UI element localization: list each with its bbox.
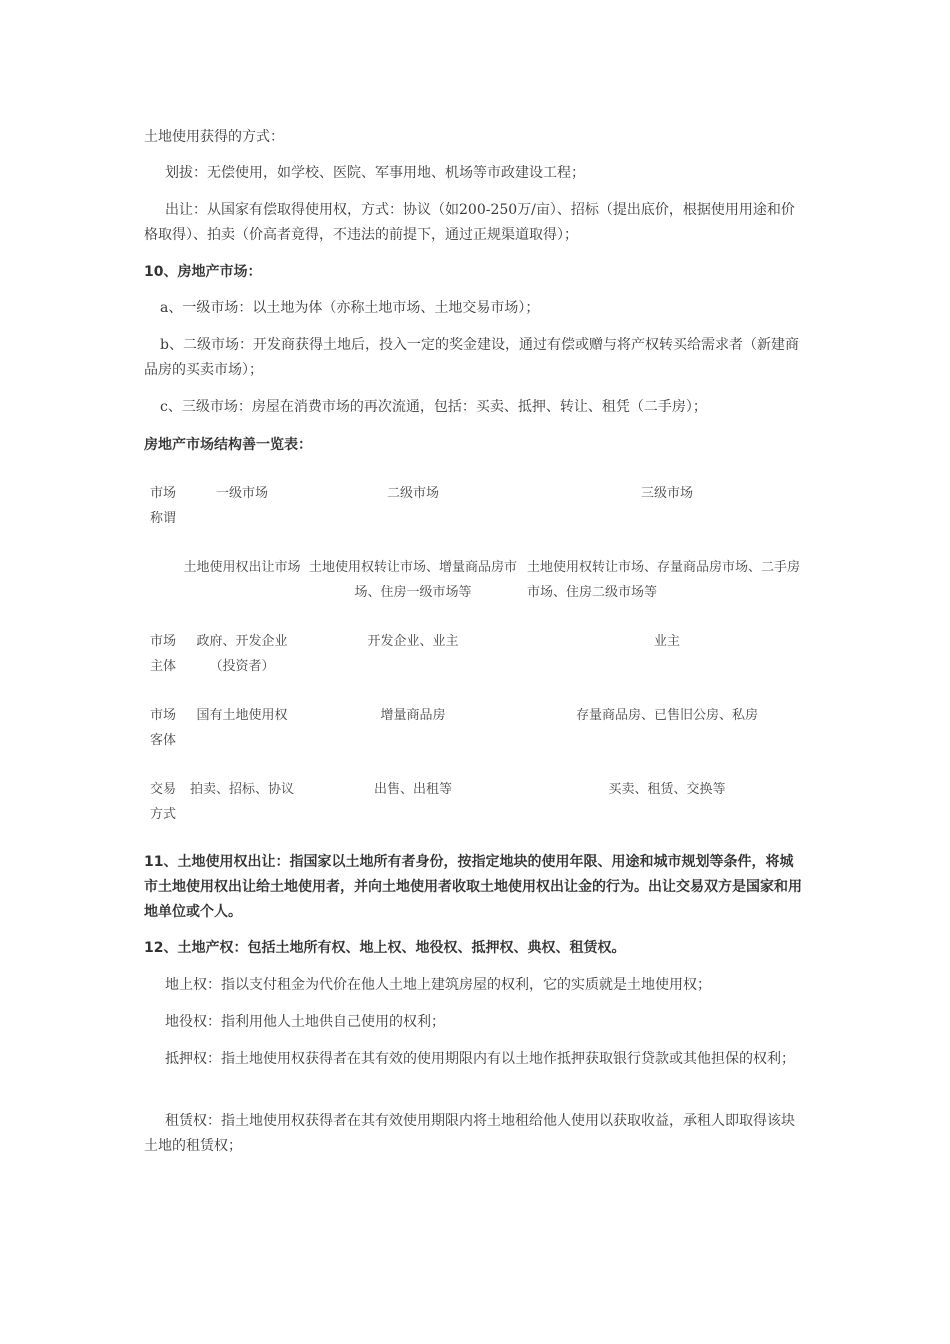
table-cell: 三级市场: [640, 486, 693, 501]
paragraph-allocation: 划拔：无偿使用，如学校、医院、军事用地、机场等市政建设工程；: [165, 165, 585, 181]
paragraph-easement: 地役权：指利用他人土地供自己使用的权利；: [165, 1014, 445, 1030]
table-cell: 二级市场: [386, 486, 439, 501]
table-row-label-subject: 市场主体: [150, 634, 177, 674]
table-cell: 存量商品房、已售旧公房、私房: [575, 708, 758, 723]
paragraph-land-use-methods: 土地使用获得的方式：: [144, 129, 284, 145]
paragraph-tertiary-market: c、三级市场：房屋在消费市场的再次流通，包括：买卖、抵押、转让、租凭（二手房）；: [160, 399, 707, 415]
table-title: 房地产市场结构善一览表：: [144, 437, 312, 453]
table-cell: 政府、开发企业（投资者）: [196, 634, 288, 674]
paragraph-mortgage-right: 抵押权：指土地使用权获得者在其有效的使用期限内有以土地作抵押获取银行贷款或其他担保的权利；: [165, 1051, 795, 1067]
table-cell: 土地使用权转让市场、增量商品房市场、住房一级市场等: [308, 560, 517, 600]
table-row-label-name: 市场称谓: [150, 486, 177, 526]
paragraph-surface-right: 地上权：指以支付租金为代价在他人土地上建筑房屋的权利，它的实质就是土地使用权；: [165, 977, 711, 993]
table-cell: 买卖、租赁、交换等: [608, 782, 726, 797]
paragraph-lease-right: 租赁权：指土地使用权获得者在其有效使用期限内将土地租给他人使用以获取收益，承租人即取得该块土地的租赁权；: [144, 1113, 795, 1154]
table-row-label-method: 交易方式: [150, 782, 177, 822]
table-cell: 土地使用权出让市场: [183, 560, 301, 575]
heading-12-land-property-rights: 12、土地产权：包括土地所有权、地上权、地役权、抵押权、典权、租赁权。: [144, 940, 626, 956]
table-cell: 土地使用权转让市场、存量商品房市场、二手房市场、住房二级市场等: [527, 560, 801, 600]
table-cell: 增量商品房: [380, 708, 446, 723]
table-cell: 开发企业、业主: [367, 634, 459, 649]
table-cell: 业主: [653, 634, 680, 649]
table-row-label-object: 市场客体: [150, 708, 177, 748]
table-cell: 一级市场: [215, 486, 268, 501]
paragraph-transfer: 出让：从国家有偿取得使用权，方式：协议（如200-250万/亩）、招标（提出底价，根据使用用途和价格取得）、拍卖（价高者竟得，不违法的前提下，通过正规渠道取得）；: [144, 202, 795, 243]
table-cell: 出售、出租等: [373, 782, 452, 797]
table-cell: 国有土地使用权: [196, 708, 288, 723]
heading-10-real-estate-market: 10、房地产市场：: [144, 264, 262, 280]
paragraph-primary-market: a、一级市场：以土地为体（亦称土地市场、土地交易市场）；: [160, 300, 540, 316]
heading-11-land-use-right-transfer: 11、土地使用权出让：指国家以土地所有者身份，按指定地块的使用年限、用途和城市规划等条件，将城市土地使用权出让给土地使用者，并向土地使用者收取土地使用权出让金的行为。出让交易双方是国家和用地单位或个人。: [144, 854, 802, 920]
paragraph-secondary-market: b、二级市场：开发商获得土地后，投入一定的奖金建设，通过有偿或赠与将产权转买给需求者（新建商品房的买卖市场）；: [144, 337, 799, 378]
table-cell: 拍卖、招标、协议: [189, 782, 294, 797]
